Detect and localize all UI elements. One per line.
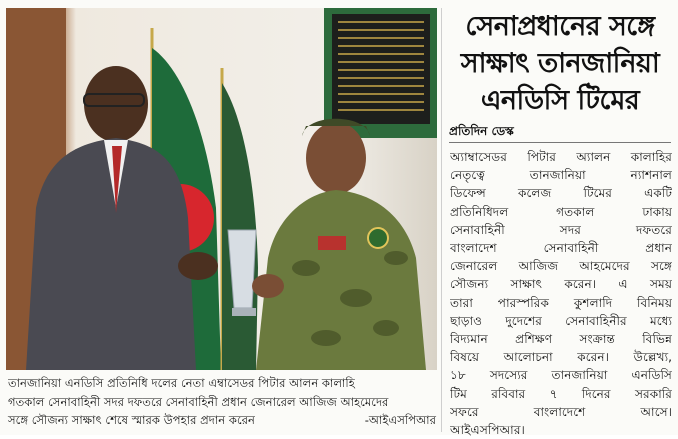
column-divider xyxy=(441,8,442,432)
caption-line: সঙ্গে সৌজন্য সাক্ষাৎ শেষে স্মারক উপহার প্রদান করেন xyxy=(8,413,255,427)
body-line: জেনারেল আজিজ আহমেদের সঙ্গে xyxy=(450,259,672,274)
body-line: বিষয়ে আলোচনা করেন। উল্লেখ্য, xyxy=(450,350,672,365)
headline-line: সেনাপ্রধানের সঙ্গে xyxy=(465,11,655,42)
news-photo xyxy=(6,8,437,370)
photo-illustration xyxy=(6,8,437,370)
body-line: সফরে বাংলাদেশে আসে। xyxy=(450,404,672,419)
rank-badge xyxy=(368,228,388,248)
body-line: ১৮ সদস্যের তানজানিয়া এনডিসি xyxy=(450,368,672,383)
army-flag xyxy=(222,83,258,370)
body-line: নেতৃত্বে তানজানিয়া ন্যাশনাল xyxy=(450,168,672,183)
body-line: টিম রবিবার ৭ দিনের সরকারি xyxy=(450,386,672,401)
photo-caption xyxy=(8,374,436,430)
man-head xyxy=(84,66,148,142)
article-body xyxy=(450,148,672,439)
body-line: আইএসপিআর। xyxy=(450,423,525,438)
headline-line: সাক্ষাৎ তানজানিয়া xyxy=(460,48,660,79)
desk-byline: প্রতিদিন ডেস্ক xyxy=(449,124,514,138)
body-line: ছাড়াও দুদেশের সেনাবাহিনীর মধ্যে xyxy=(450,313,672,328)
man-hand xyxy=(178,252,218,280)
caption-credit-row xyxy=(8,411,436,430)
officer-head xyxy=(306,122,366,194)
body-line: সেনাবাহিনী সদর দফতরে xyxy=(450,222,672,237)
memento-base xyxy=(232,308,256,316)
body-line: বিদ্যমান প্রশিক্ষণ সংক্রান্ত বিভিন্ন xyxy=(450,332,672,347)
body-line: অ্যাম্বাসেডর পিটার অ্যালন কালাহির xyxy=(450,150,672,164)
body-line: প্রতিনিধিদল গতকাল ঢাকায় xyxy=(450,204,672,219)
caption-line: তানজানিয়া এনডিসি প্রতিনিধি দলের নেতা এম্বাসেডর পিটার আলন কালাহি xyxy=(8,376,355,390)
body-line: ডিফেন্স কলেজ টিমের একটি xyxy=(450,186,672,201)
officer-hand xyxy=(252,274,284,298)
photo-credit: -আইএসপিআর xyxy=(364,413,436,427)
body-line: বাংলাদেশ সেনাবাহিনী প্রধান xyxy=(450,241,672,256)
caption-line: গতকাল সেনাবাহিনী সদর দফতরে সেনাবাহিনী প্রধান জেনারেল আজিজ আহমেদের xyxy=(8,394,389,409)
byline-rule xyxy=(449,142,671,143)
body-line: তারা পারস্পরিক কুশলাদি বিনিময় xyxy=(450,295,672,310)
headline-line: এনডিসি টিমের xyxy=(480,85,640,116)
medal-ribbons xyxy=(318,236,346,250)
headline xyxy=(447,8,673,119)
body-line: সৌজন্য সাক্ষাৎ করেন। এ সময় xyxy=(450,277,672,292)
